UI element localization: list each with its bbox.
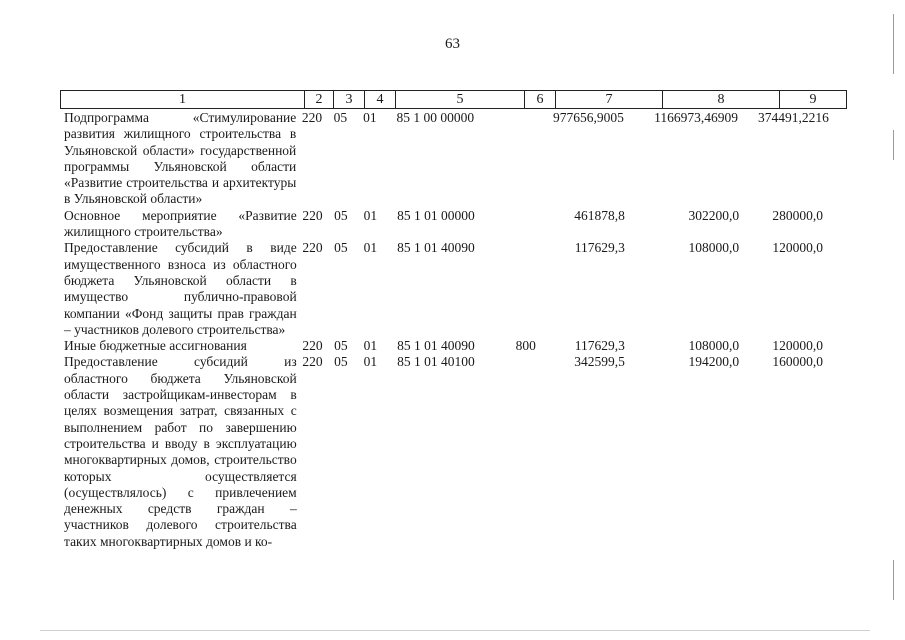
scan-artifact-line <box>893 14 894 74</box>
row-col-5: 85 1 01 40090 <box>397 240 475 256</box>
row-col-7: 342599,5 <box>574 354 625 370</box>
row-col-7: 117629,3 <box>574 338 625 354</box>
row-name: Основное мероприятие «Развитие жилищного строительства» <box>64 207 297 240</box>
row-col-8: 108000,0 <box>688 338 740 354</box>
row-name: Подпрограмма «Стимулирование развития жилищного строительства в Ульяновской области» государственной программы Ульяновской области «Развитие строительства и архитектуры в Ульяновской области» <box>64 110 297 207</box>
row-col-4: 01 <box>363 354 378 370</box>
row-col-2: 220 <box>302 338 323 354</box>
row-col-7: 117629,3 <box>574 240 625 256</box>
row-col-2: 220 <box>302 240 323 256</box>
row-col-3: 05 <box>334 338 348 354</box>
header-col-6: 6 <box>525 91 556 109</box>
row-col-5: 85 1 01 40100 <box>397 354 475 370</box>
row-col-9: 280000,0 <box>772 207 823 223</box>
row-col-8: 194200,0 <box>688 354 740 370</box>
header-col-2: 2 <box>305 91 334 109</box>
header-col-9: 9 <box>780 91 847 109</box>
scan-artifact-line <box>893 560 894 600</box>
row-col-7: 461878,8 <box>574 207 625 223</box>
table-row <box>60 110 843 208</box>
row-col-2: 220 <box>301 110 323 125</box>
header-col-1: 1 <box>61 91 305 109</box>
table-row <box>60 354 843 550</box>
row-col-9: 120000,0 <box>772 338 823 354</box>
row-col-9: 120000,0 <box>772 240 823 256</box>
row-col-8: 1166973,46909 <box>654 110 738 125</box>
row-col-4: 01 <box>363 240 378 256</box>
row-col-5: 85 1 01 00000 <box>397 207 475 223</box>
row-col-8: 302200,0 <box>688 207 740 223</box>
row-name: Предоставление субсидий из областного бюджета Ульяновской области застройщикам-инвесторам в целях возмещения затрат, связанных с выполнением работ по завершению строительства и вводу в эксплуатацию многоквартирных домов, строительство которых осуществляется (осуществлялось) с привлечением денежных средств граждан – участников долевого строительства таких многоквартирных домов и ко- <box>64 354 297 549</box>
scan-artifact-line <box>40 630 870 631</box>
table-row <box>60 240 843 338</box>
row-col-4: 01 <box>363 207 378 223</box>
row-col-3: 05 <box>333 110 348 125</box>
table-row <box>60 338 843 354</box>
row-col-5: 85 1 01 40090 <box>397 338 475 354</box>
column-number-header <box>60 90 847 109</box>
row-col-6: 800 <box>515 338 536 354</box>
row-col-9: 160000,0 <box>772 354 823 370</box>
header-col-3: 3 <box>334 91 365 109</box>
budget-table-body <box>60 110 843 550</box>
header-col-8: 8 <box>663 91 780 109</box>
row-col-4: 01 <box>363 110 377 125</box>
row-col-4: 01 <box>363 338 378 354</box>
page-number: 63 <box>445 36 460 52</box>
row-col-3: 05 <box>334 354 348 370</box>
row-name: Иные бюджетные ассигнования <box>64 338 247 354</box>
row-col-3: 05 <box>334 207 348 223</box>
row-col-3: 05 <box>334 240 348 256</box>
row-name: Предоставление субсидий в виде имущественного взноса из областного бюджета Ульяновской области в имущество публично-правовой компании «Фонд защиты прав граждан – участников долевого строительства» <box>64 240 297 337</box>
row-col-2: 220 <box>302 354 323 370</box>
header-col-5: 5 <box>396 91 525 109</box>
row-col-2: 220 <box>302 207 323 223</box>
row-col-8: 108000,0 <box>688 240 740 256</box>
header-col-7: 7 <box>556 91 663 109</box>
header-col-4: 4 <box>365 91 396 109</box>
header-row <box>61 91 847 109</box>
table-row <box>60 208 843 241</box>
row-col-9: 374491,2216 <box>758 110 829 125</box>
row-col-7: 977656,9005 <box>553 110 624 125</box>
row-col-5: 85 1 00 00000 <box>396 110 475 125</box>
scan-artifact-line <box>893 130 894 160</box>
